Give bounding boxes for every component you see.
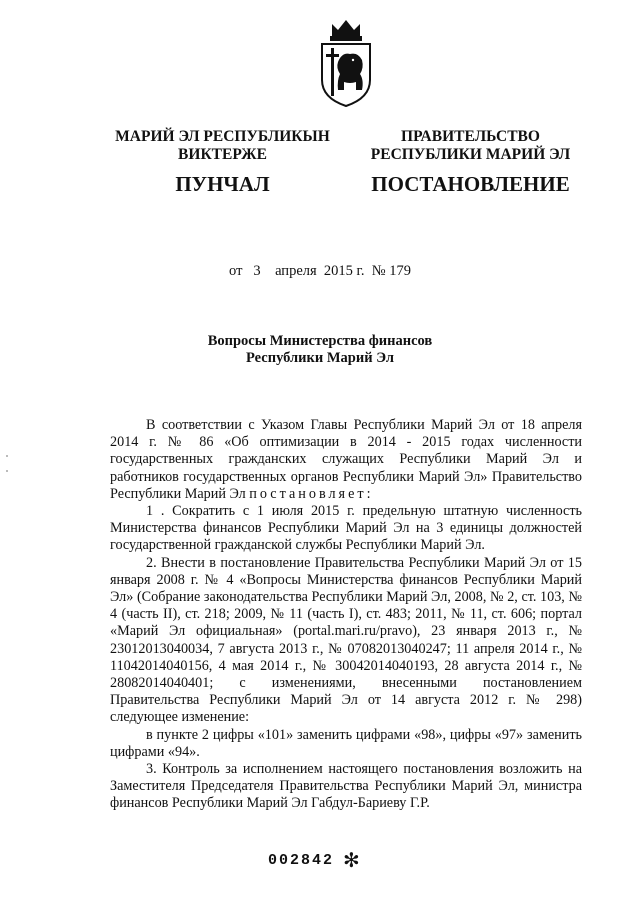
subject-line2: Республики Марий Эл [246, 350, 394, 366]
serial-number: 002842 [268, 852, 335, 869]
header-left-block [100, 128, 345, 164]
subject-line1: Вопросы Министерства финансов [207, 333, 433, 349]
header-right-block [348, 128, 593, 164]
header-left-line1: МАРИЙ ЭЛ РЕСПУБЛИКЫН [115, 128, 330, 145]
header-left-line2: ВИКТЕРЖЕ [178, 146, 267, 163]
document-date-line [0, 263, 640, 280]
document-type-mari: ПУНЧАЛ [175, 172, 270, 196]
preamble-decree-word: постановляет: [249, 485, 374, 502]
paragraph-item-1: 1 . Сократить с 1 июля 2015 г. предельную штатную численность Министерства финансов Республики Марий Эл на 3 единицы должностей государственной гражданской службы Республики Марий Эл. [110, 503, 582, 554]
document-number: № 179 [371, 263, 411, 279]
date-year: 2015 г. [323, 263, 365, 279]
paragraph-item-3: 3. Контроль за исполнением настоящего постановления возложить на Заместителя Председателя Правительства Республики Марий Эл, министра финансов Республики Марий Эл Габдул-Бариеву Г.Р. [110, 761, 582, 812]
document-body [110, 417, 582, 813]
paragraph-item-2: 2. Внести в постановление Правительства Республики Марий Эл от 15 января 2008 г. № 4 «Вопросы Министерства финансов Республики Марий Эл» (Собрание законодательства Республики Марий Эл, 2008, № 2, ст. 103, № 4 (часть II), ст. 218; 2009, № 11 (часть I), ст. 483; 2011, № 11, ст. 606; портал «Марий Эл официальная» (portal.mari.ru/pravo), 23 января 2013 г., № 23012013040034, 7 августа 2013 г., № 07082013040247; 11 апреля 2014 г., № 11042014040156, 4 мая 2014 г., № 30042014040193, 28 августа 2014 г., № 28082014040401; с изменениями, внесенными постановлением Правительства Республики Марий Эл от 14 августа 2012 г. № 298) следующее изменение: [110, 554, 582, 726]
coat-of-arms-emblem [318, 18, 374, 110]
scan-speck [6, 470, 8, 472]
date-month: апреля [275, 263, 317, 279]
paragraph-preamble [110, 417, 582, 503]
date-day: 3 [253, 263, 261, 279]
document-subject [0, 333, 640, 367]
preamble-text: В соответствии с Указом Главы Республики Марий Эл от 18 апреля 2014 г. № 86 «Об оптимизации в 2014 - 2015 годах численности государственных гражданских служащих Республики Марий Эл и работников государственных органов Республики Марий Эл» Правительство Республики Марий Эл [110, 417, 582, 502]
document-type-russian: ПОСТАНОВЛЕНИЕ [371, 172, 570, 196]
paragraph-item-2-change: в пункте 2 цифры «101» заменить цифрами «98», цифры «97» заменить цифрами «94». [110, 726, 582, 760]
asterisk-mark: ✻ [343, 848, 360, 872]
header-right-line1: ПРАВИТЕЛЬСТВО [401, 128, 540, 145]
date-prefix: от [229, 263, 243, 279]
header-right-line2: РЕСПУБЛИКИ МАРИЙ ЭЛ [370, 146, 571, 163]
scan-speck [6, 455, 8, 457]
